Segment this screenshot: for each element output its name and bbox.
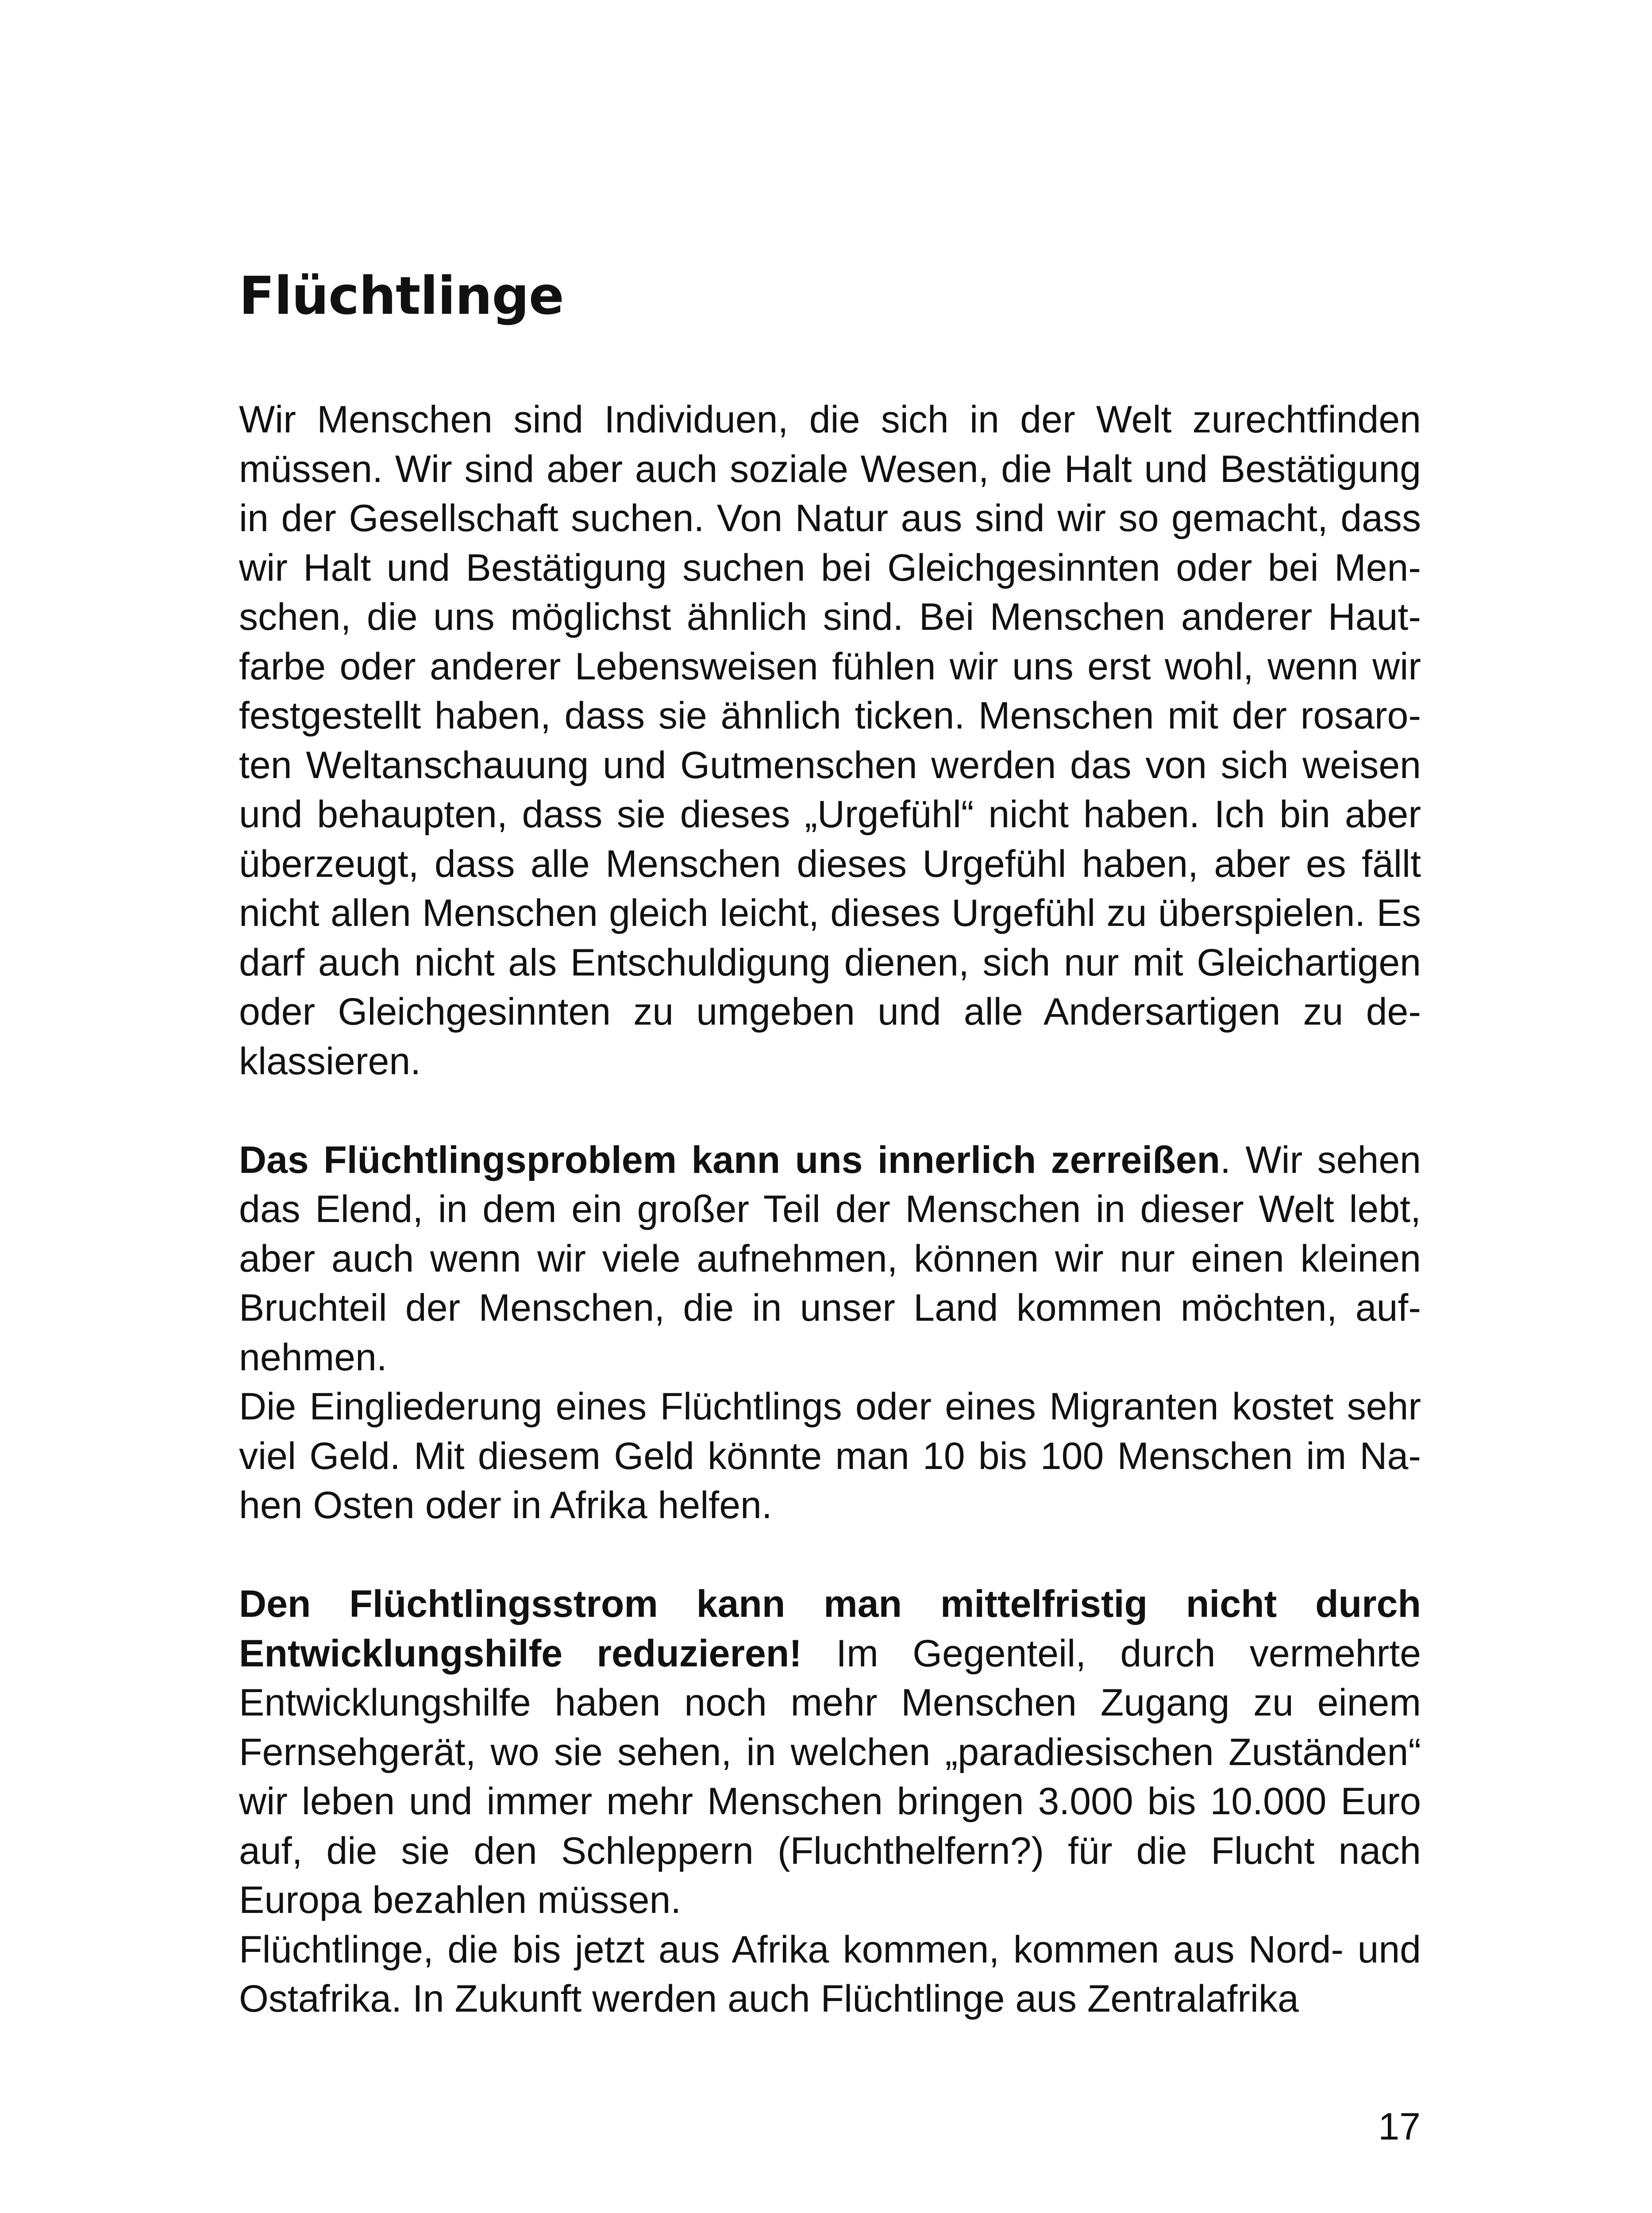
paragraph-2-emphasis: Das Flüchtlingsproblem kann uns innerlich zerreißen [239, 1138, 1221, 1181]
body-text [239, 395, 1421, 2024]
paragraph-1 [239, 395, 1421, 1086]
chapter-title: Flüchtlinge [239, 265, 564, 326]
paragraph-2-text: . Wir sehen das Elend, in dem ein großer Teil der Menschen in dieser Welt lebt, aber auch wenn wir viele aufnehmen, können wir nur einen kleinen Bruchteil der Menschen, die in unser Land kommen möchten, aufnehmen. [239, 1138, 1421, 1379]
paragraph-1-text: Wir Menschen sind Individuen, die sich in der Welt zurechtfinden müssen. Wir sind aber auch soziale Wesen, die Halt und Bestätigung in der Gesellschaft suchen. Von Natur aus sind wir so gemacht, dass wir Halt und Bestätigung suchen bei Gleichgesinnten oder bei Menschen, die uns möglichst ähnlich sind. Bei Menschen anderer Hautfarbe oder anderer Lebensweisen fühlen wir uns erst wohl, wenn wir festgestellt haben, dass sie ähnlich ticken. Menschen mit der rosaroten Weltanschauung und Gutmenschen werden das von sich weisen und behaupten, dass sie dieses „Urgefühl“ nicht haben. Ich bin aber überzeugt, dass alle Menschen dieses Urgefühl haben, aber es fällt nicht allen Menschen gleich leicht, dieses Urgefühl zu überspielen. Es darf auch nicht als Entschuldigung dienen, sich nur mit Gleichartigen oder Gleichgesinnten zu umgeben und alle Andersartigen zu deklassieren. [239, 398, 1421, 1083]
paragraph-5-text: Flüchtlinge, die bis jetzt aus Afrika kommen, kommen aus Nord- und Ostafrika. In Zukunft werden auch Flüchtlinge aus Zentralafrika [239, 1928, 1421, 2020]
paragraph-4-emphasis: Den Flüchtlingsstrom kann man mittelfristig nicht durch Entwicklungshilfe reduzieren! [239, 1583, 1421, 1675]
paragraph-2 [239, 1136, 1421, 1383]
paragraph-4 [239, 1580, 1421, 1925]
page-number: 17 [1378, 2105, 1421, 2148]
paragraph-4-text: Im Gegenteil, durch vermehrte Entwicklungshilfe haben noch mehr Menschen Zugang zu einem Fernsehgerät, wo sie sehen, in welchen „paradiesischen Zuständen“ wir leben und immer mehr Menschen bringen 3.000 bis 10.000 Euro auf, die sie den Schleppern (Fluchthelfern?) für die Flucht nach Europa bezahlen müssen. [239, 1632, 1421, 1921]
paragraph-3 [239, 1382, 1421, 1531]
paragraph-3-text: Die Eingliederung eines Flüchtlings oder eines Migranten kostet sehr viel Geld. Mit diesem Geld könnte man 10 bis 100 Menschen im Nahen Osten oder in Afrika helfen. [239, 1385, 1421, 1527]
paragraph-5 [239, 1925, 1421, 2024]
